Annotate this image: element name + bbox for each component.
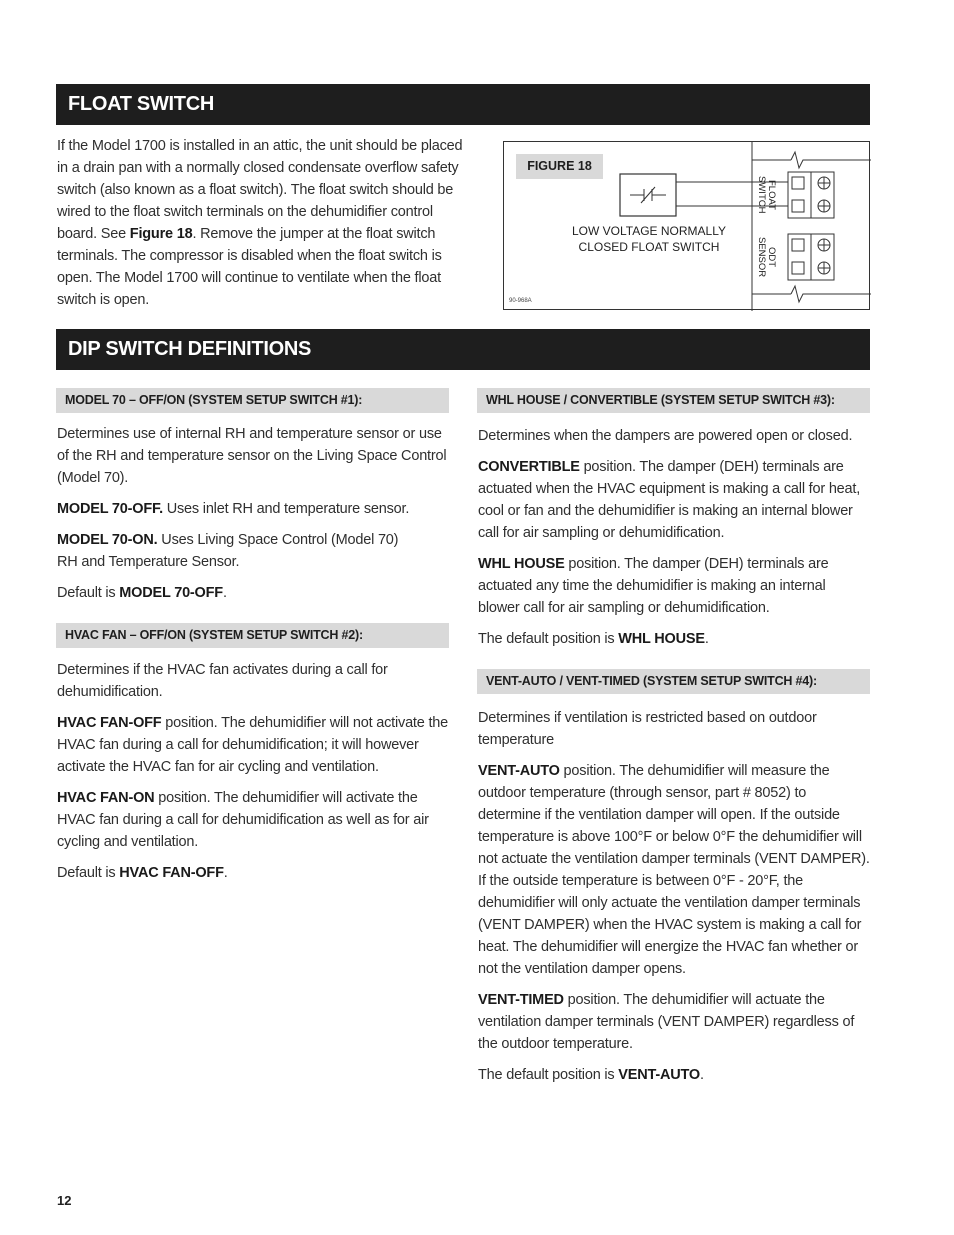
- figure-18: [503, 141, 870, 310]
- hvac-fan-section: Determines if the HVAC fan activates during a call for dehumidification. HVAC FAN-OFF position. The dehumidifier will not activate the HVAC fan during a call for dehumidification; it will however activate the HVAC fan for air cycling and ventilation. HVAC FAN-ON position. The dehumidifier will activate the HVAC fan during a call for dehumidification as well as for air cycling and ventilation. Default is HVAC FAN-OFF.: [57, 662, 449, 881]
- whl-house-subhead: WHL HOUSE / CONVERTIBLE (SYSTEM SETUP SWITCH #3):: [477, 388, 870, 413]
- hvac-fan-subhead: HVAC FAN – OFF/ON (SYSTEM SETUP SWITCH #2):: [56, 623, 449, 648]
- vent-subhead: VENT-AUTO / VENT-TIMED (SYSTEM SETUP SWITCH #4):: [477, 669, 870, 694]
- page-number: 12: [57, 1193, 72, 1208]
- model70-section: Determines use of internal RH and temperature sensor or use of the RH and temperature sensor on the Living Space Control (Model 70). MODEL 70-OFF. Uses inlet RH and temperature sensor. MODEL 70-ON. Uses Living Space Control (Model 70) RH and Temperature Sensor. Default is MODEL 70-OFF.: [57, 426, 447, 601]
- figure-code: 90-968A: [509, 298, 532, 304]
- vent-section: Determines if ventilation is restricted based on outdoor temperature VENT-AUTO position. The dehumidifier will measure the outdoor temperature (through sensor, part # 8052) to determine if the ventilation damper will open. If the outside temperature is above 100°F or below 0°F the dehumidifier will not actuate the ventilation damper terminals (VENT DAMPER). If the outside temperature is between 0°F - 20°F, the dehumidifier will only actuate the ventilation damper terminals (VENT DAMPER) when the HVAC system is making a call for heat. The dehumidifier will energize the HVAC fan whether or not the ventilation damper opens. VENT-TIMED position. The dehumidifier will actuate the ventilation damper terminals (VENT DAMPER) regardless of the outdoor temperature. The default position is VENT-AUTO.: [478, 710, 870, 1083]
- model70-subhead: MODEL 70 – OFF/ON (SYSTEM SETUP SWITCH #1):: [56, 388, 449, 413]
- figure-reference: Figure 18: [129, 226, 193, 242]
- dip-switch-heading: DIP SWITCH DEFINITIONS: [56, 329, 870, 370]
- float-switch-heading: FLOAT SWITCH: [56, 84, 870, 125]
- figure-label: FIGURE 18: [516, 154, 603, 179]
- float-switch-body: If the Model 1700 is installed in an attic, the unit should be placed in a drain pan with a normally closed condensate overflow safety switch (also known as a float switch). The float switch should be wired to the float switch terminals on the dehumidifier control board. See Figure 18. Remove the jumper at the float switch terminals. The compressor is disabled when the float switch is open. The Model 1700 will continue to ventilate when the float switch is open.: [57, 138, 463, 308]
- float-switch-terminal-label: FLOAT SWITCH: [756, 176, 777, 214]
- odt-sensor-terminal-label: ODT SENSOR: [756, 236, 777, 278]
- whl-house-section: Determines when the dampers are powered open or closed. CONVERTIBLE position. The damper (DEH) terminals are actuated when the HVAC equipment is making a call for heat, cool or fan and the dehumidifier is making an internal blower call for air sampling or dehumidification. WHL HOUSE position. The damper (DEH) terminals are actuated any time the dehumidifier is making an internal blower call for air sampling or dehumidification. The default position is WHL HOUSE.: [478, 428, 861, 647]
- figure-caption: LOW VOLTAGE NORMALLY CLOSED FLOAT SWITCH: [571, 224, 727, 254]
